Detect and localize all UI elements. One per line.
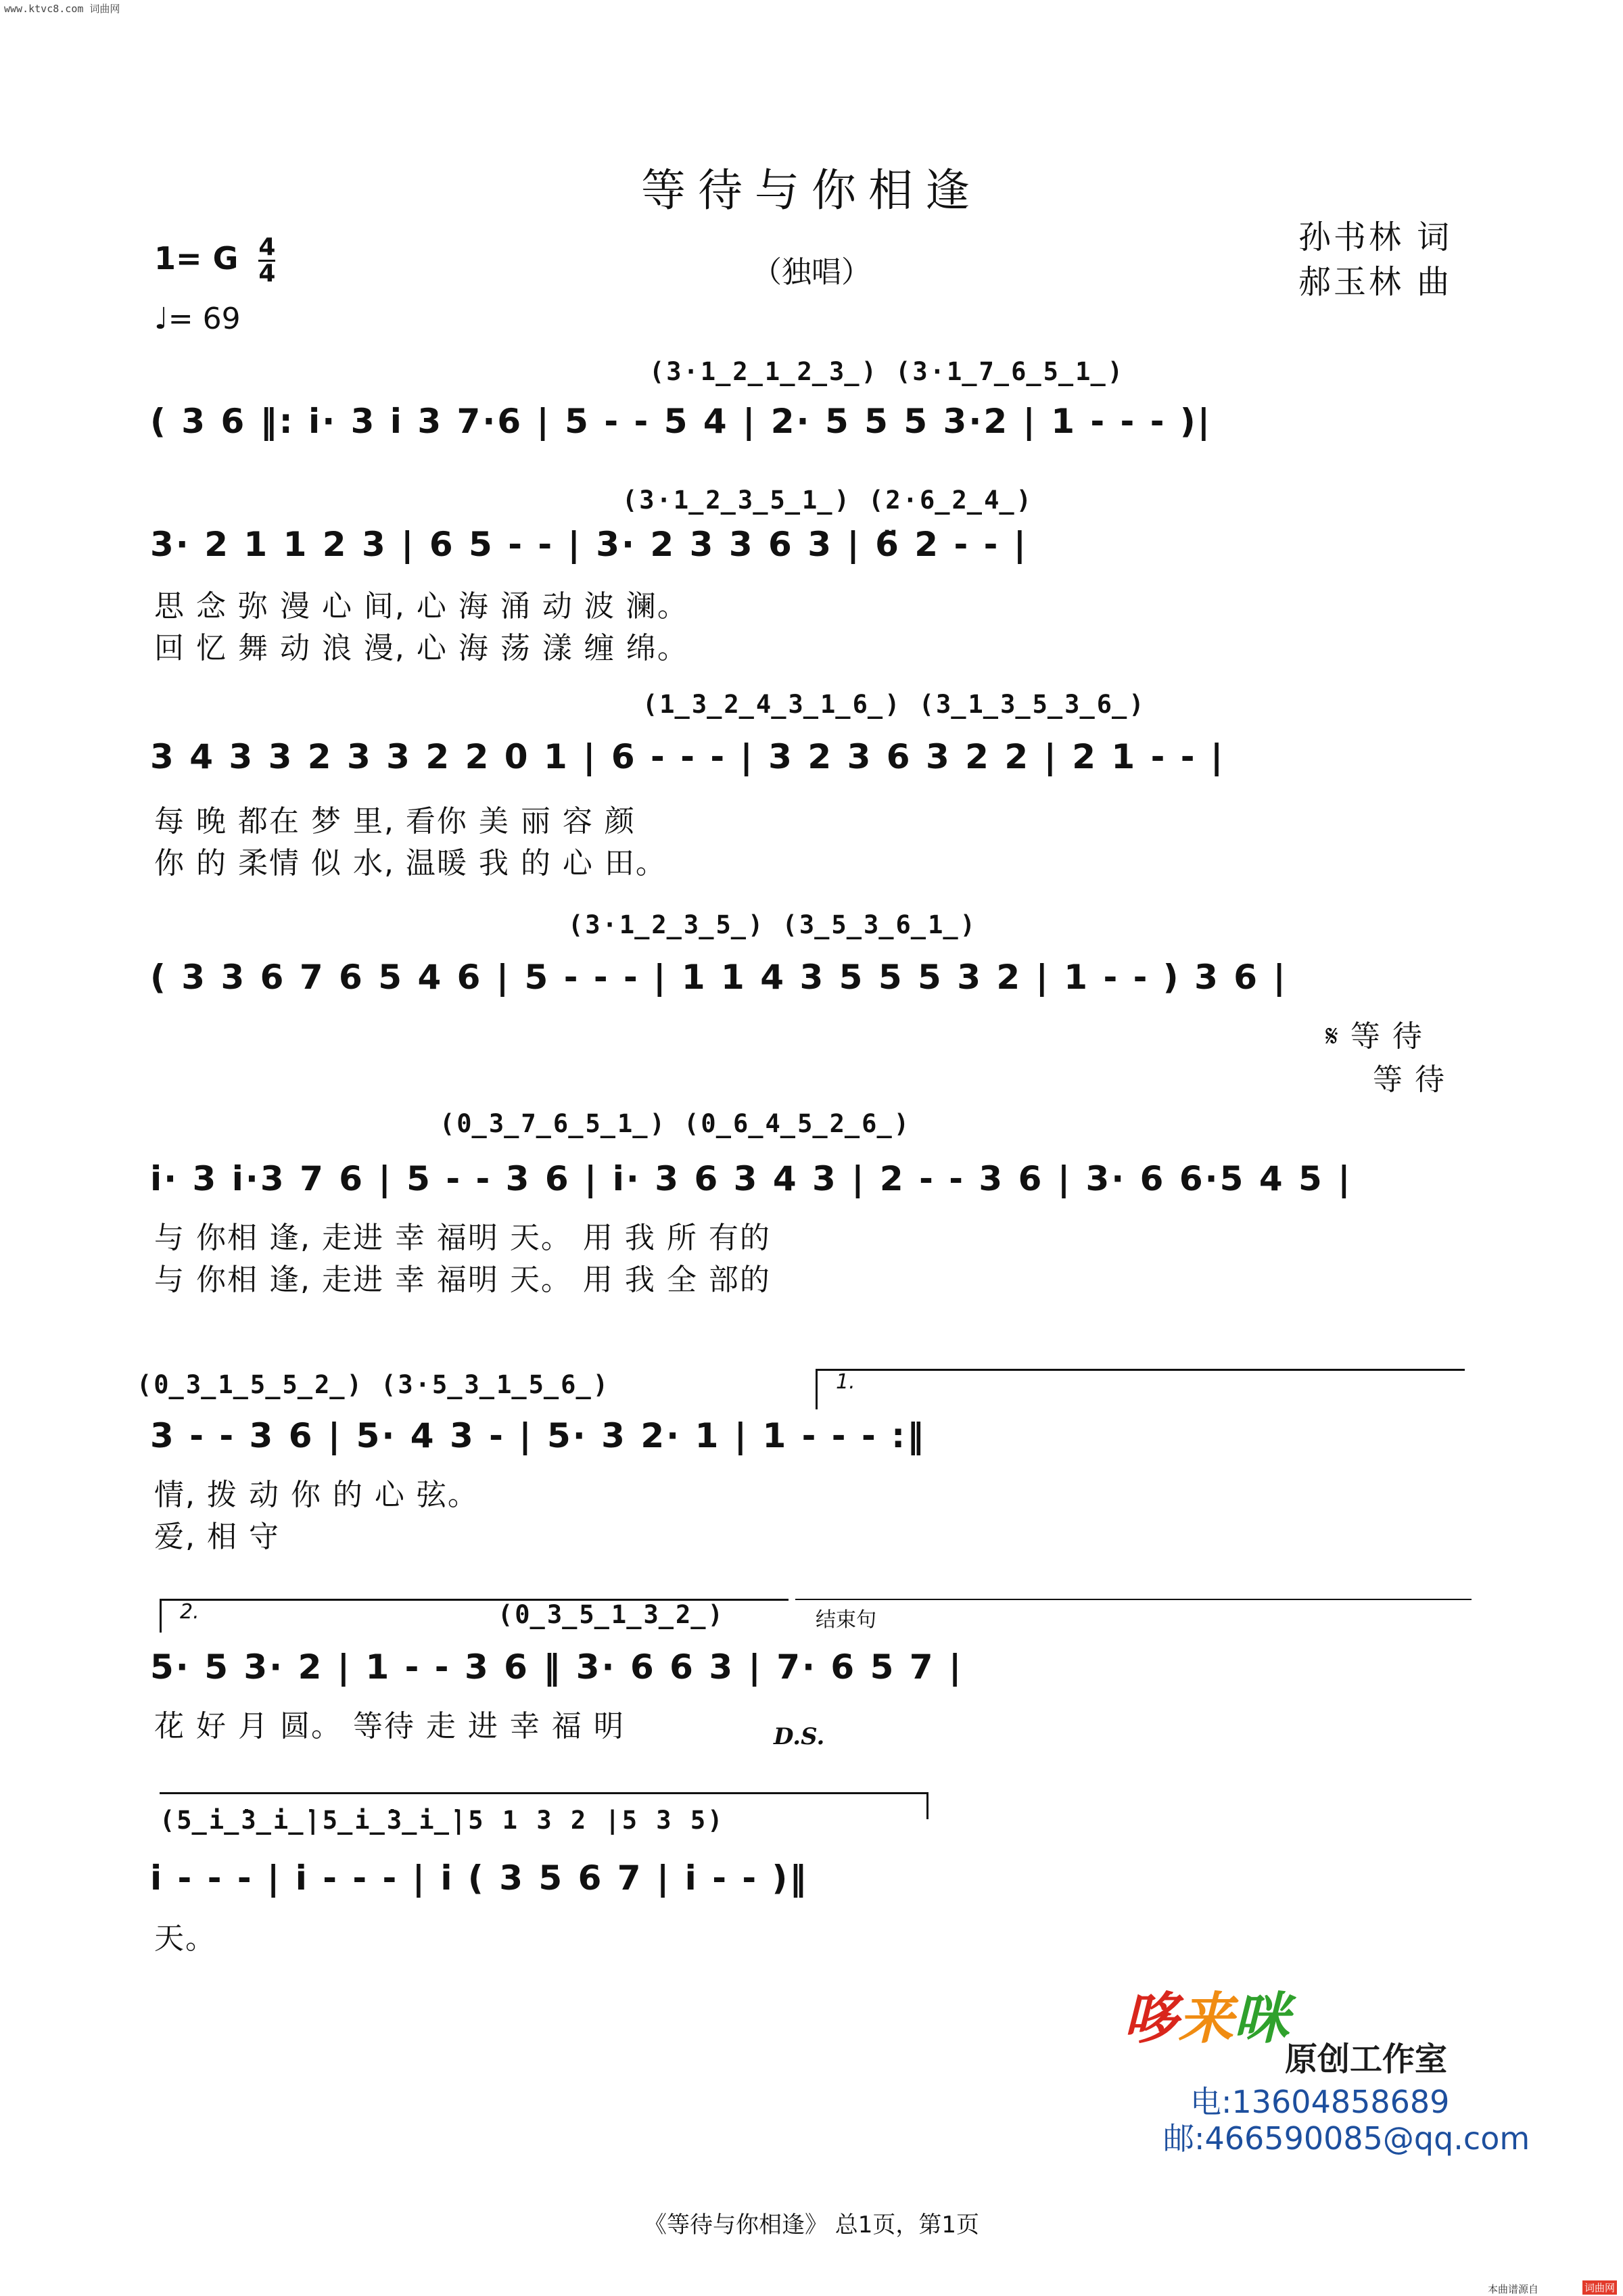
notation-line: 3 4 3 3 2 3 3 2 2 0 1 | 6 - - - | 3 2 3 6 3 2 2 | 2 1 - - | <box>150 737 1225 776</box>
lyric-line: 每 晚 都在 梦 里, 看你 美 丽 容 颜 <box>154 804 636 839</box>
volta-1: 1. <box>836 1370 855 1394</box>
lyric-line: 思 念 弥 漫 心 间, 心 海 涌 动 波 澜。 <box>154 589 688 624</box>
composer: 郝玉林 曲 <box>1298 263 1453 301</box>
instrumental-line: (0̲3̲7̲6̲5̲1̲) (0̲6̲4̲5̲2̲6̲) <box>440 1109 912 1138</box>
song-title: 等待与你相逢 <box>641 164 982 216</box>
instrumental-line: (3·1̲2̲3̲5̲) (3̲5̲3̲6̲1̲) <box>568 910 977 939</box>
lyric-line: 与 你相 逢, 走进 幸 福明 天。 用 我 所 有的 <box>154 1221 771 1255</box>
source-badge: 词曲网 <box>1582 2280 1617 2295</box>
key-signature <box>154 235 275 286</box>
volta-1-bracket <box>816 1369 1465 1371</box>
contact-phone: 电:13604858689 <box>1190 2084 1450 2120</box>
notation-line: ( 3 6 ‖: i̇· 3 i̇ 3 7·6 | 5 - - 5 4 | 2· 5 5 5 3·2 | 1 - - - )| <box>150 402 1212 441</box>
lyric-line: 天。 <box>154 1921 216 1956</box>
time-bottom: 4 <box>258 260 276 287</box>
lyric-line: 𝄋 等 待 <box>1325 1019 1424 1054</box>
ds-mark: D.S. <box>774 1723 825 1750</box>
notation-line: ( 3 3 6 7 6 5 4 6 | 5 - - - | 1 1 4 3 5 5 5 3 2 | 1 - - ) 3 6 | <box>150 958 1288 997</box>
notation-line: i̇ - - - | i̇ - - - | i̇ ( 3 5 6 7 | i̇ - - )‖ <box>150 1858 809 1898</box>
tempo-mark: ♩= 69 <box>154 302 241 336</box>
logo-char-1: 哆 <box>1123 1986 1178 2051</box>
logo-char-2: 来 <box>1178 1986 1233 2051</box>
lyric-line: 你 的 柔情 似 水, 温暖 我 的 心 田。 <box>154 846 667 881</box>
lyric-line: 情, 拨 动 你 的 心 弦。 <box>154 1478 479 1512</box>
lyric-line: 与 你相 逢, 走进 幸 福明 天。 用 我 全 部的 <box>154 1263 771 1297</box>
key-label: 1= G <box>154 240 239 277</box>
instrumental-line: (3·1̲2̲3̲5̲1̲) (2·6̲2̲4̲) <box>622 486 1033 515</box>
logo-char-3: 咪 <box>1233 1986 1289 2051</box>
lyric-line: 爱, 相 守 <box>154 1520 280 1554</box>
coda-bracket <box>160 1792 928 1794</box>
ending-bracket <box>795 1599 1472 1600</box>
lyric-line: 回 忆 舞 动 浪 漫, 心 海 荡 漾 缠 绵。 <box>154 631 688 665</box>
credits <box>1298 215 1452 304</box>
instrumental-line: (1̲3̲2̲4̲3̲1̲6̲) (3̲1̲3̲5̲3̲6̲) <box>642 690 1146 719</box>
studio-logo <box>1123 1975 1289 2054</box>
notation-line: 3· 2 1 1 2 3 | 6 5 - - | 3· 2 3 3 6 3 | 6̈ 2 - - | <box>150 525 1029 564</box>
source-note: 本曲谱源自 <box>1488 2283 1539 2295</box>
instrumental-line: (0̲3̲1̲5̲5̲2̲) (3·5̲3̲1̲5̲6̲) <box>137 1370 611 1399</box>
site-watermark: www.ktvc8.com 词曲网 <box>4 3 120 15</box>
instrumental-line: (3·1̲2̲1̲2̲3̲) (3·1̲7̲6̲5̲1̲) <box>649 357 1125 386</box>
time-signature <box>258 235 275 286</box>
lyric-line: 等 待 <box>1373 1062 1446 1097</box>
instrumental-line: (0̲3̲5̲1̲3̲2̲) <box>498 1600 725 1629</box>
notation-line: 3 - - 3 6 | 5· 4 3 - | 5· 3 2· 1 | 1 - - - :‖ <box>150 1416 926 1455</box>
volta-2: 2. <box>180 1600 199 1624</box>
lyricist: 孙书林 词 <box>1298 218 1453 256</box>
ending-label: 结束句 <box>816 1608 876 1632</box>
page-footer: 《等待与你相逢》 总1页，第1页 <box>643 2211 980 2239</box>
studio-name: 原创工作室 <box>1285 2040 1448 2078</box>
notation-line: i̇· 3 i̇·3 7 6 | 5 - - 3 6 | i̇· 3 6 3 4 3 | 2 - - 3 6 | 3· 6 6·5 4 5 | <box>150 1159 1352 1198</box>
notation-line: 5· 5 3· 2 | 1 - - 3 6 ‖ 3· 6 6 3 | 7· 6 5 7 | <box>150 1647 964 1687</box>
song-subtitle: （独唱） <box>752 255 871 289</box>
time-top: 4 <box>258 233 276 261</box>
instrumental-line: (5̲i̲̇3̲i̲̇|5̲i̲̇3̲i̲̇|5 1 3 2 |5 3 5) <box>160 1806 725 1835</box>
contact-email: 邮:466590085@qq.com <box>1163 2120 1530 2157</box>
lyric-line: 花 好 月 圆。 等待 走 进 幸 福 明 <box>154 1709 625 1743</box>
